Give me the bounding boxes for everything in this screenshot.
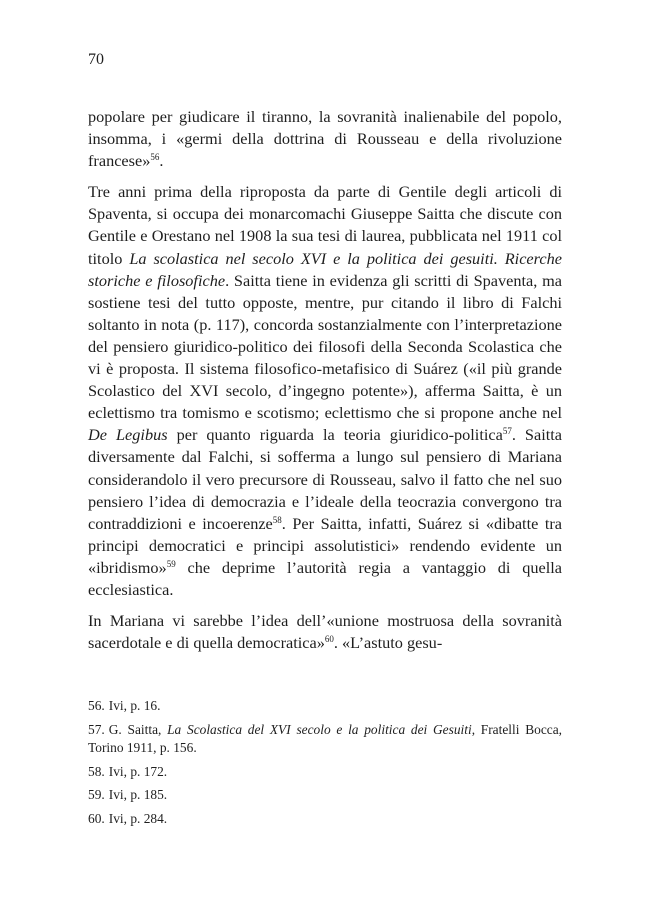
text-segment: In Mariana vi sarebbe l’idea dell’«unione mostruosa della sovranità sacerdotale e di quella democratica»	[88, 611, 562, 653]
footnote-number: 58.	[88, 763, 105, 779]
text-segment: . Saitta tiene in evidenza gli scritti di Spaventa, ma sostiene tesi del tutto opposte, mentre, pur citando il libro di Falchi soltanto in nota (p. 117), concorda sostanzialmente con l’interpretazione del pensiero giuridico-politico dei filosofi della Seconda Scolastica che vi è proposta. Il sistema filosofico-metafisico di Suárez («il più grande Scolastico del XVI secolo, d’ingegno potente»), afferma Saitta, è un eclettismo tra tomismo e scotismo; eclettismo che si propone anche nel	[88, 270, 562, 423]
italic-title: La scolastica nel secolo XVI e la politica dei gesuiti. Ricerche storiche e filosofiche	[88, 248, 562, 290]
page-number: 70	[88, 51, 104, 68]
text-segment: . Saitta diversamente dal Falchi, si sofferma a lungo sul pensiero di Mariana considerandolo il vero precursore di Rousseau, salvo il fatto che nel suo pensiero l’idea di democrazia e l’ideale della teocrazia convergono tra contraddizioni e incoerenze	[88, 425, 563, 533]
footnote	[88, 763, 562, 782]
footnotes	[88, 697, 562, 833]
italic-title: La Scolastica del XVI secolo e la politica dei Gesuiti	[167, 721, 472, 737]
footnote-number: 57.	[88, 721, 105, 737]
text-segment: che deprime l’autorità regia a vantaggio di quella ecclesiastica.	[88, 557, 562, 599]
footnote-number: 56.	[88, 698, 105, 713]
footnote-reference: 57	[502, 426, 512, 437]
footnote-reference: 56	[150, 152, 160, 163]
paragraph	[88, 106, 562, 172]
text-segment: Tre anni prima della riproposta da parte di Gentile degli articoli di Spaventa, si occupa dei monarcomachi Giuseppe Saitta che discute con Gentile e Orestano nel 1908 la sua tesi di laurea, pubblicata nel 1911 col titolo	[88, 182, 562, 268]
text-segment: per quanto riguarda la teoria giuridico-politica	[167, 425, 503, 445]
text-segment: Ivi, p. 172.	[108, 763, 168, 779]
footnote	[88, 721, 562, 758]
paragraph	[88, 610, 562, 654]
footnote	[88, 810, 562, 829]
text-segment: , Fratelli Bocca, Torino 1911, p. 156.	[88, 721, 563, 755]
text-segment: . «L’astuto gesu-	[333, 633, 443, 653]
text-segment: G. Saitta,	[108, 721, 168, 737]
footnote	[88, 786, 562, 805]
text-segment: Ivi, p. 185.	[108, 787, 168, 802]
footnote-reference: 59	[166, 558, 176, 569]
paragraph	[88, 181, 562, 601]
footnote	[88, 697, 562, 716]
italic-title: De Legibus	[88, 425, 168, 445]
text-segment: popolare per giudicare il tiranno, la sovranità inalienabile del popolo, insomma, i «germi della dottrina di Rousseau e della rivoluzione francese»	[88, 107, 562, 171]
text-segment: Ivi, p. 284.	[108, 810, 168, 826]
footnote-reference: 60	[324, 634, 334, 645]
text-segment: . Per Saitta, infatti, Suárez si «dibatte tra principi democratici e principi assolutistici» rendendo evidente un «ibridismo»	[88, 513, 563, 577]
text-segment: Ivi, p. 16.	[108, 698, 161, 713]
body-text	[88, 106, 562, 663]
footnote-number: 59.	[88, 787, 105, 802]
footnote-number: 60.	[88, 810, 105, 826]
text-segment: .	[159, 151, 164, 171]
footnote-reference: 58	[272, 514, 282, 525]
